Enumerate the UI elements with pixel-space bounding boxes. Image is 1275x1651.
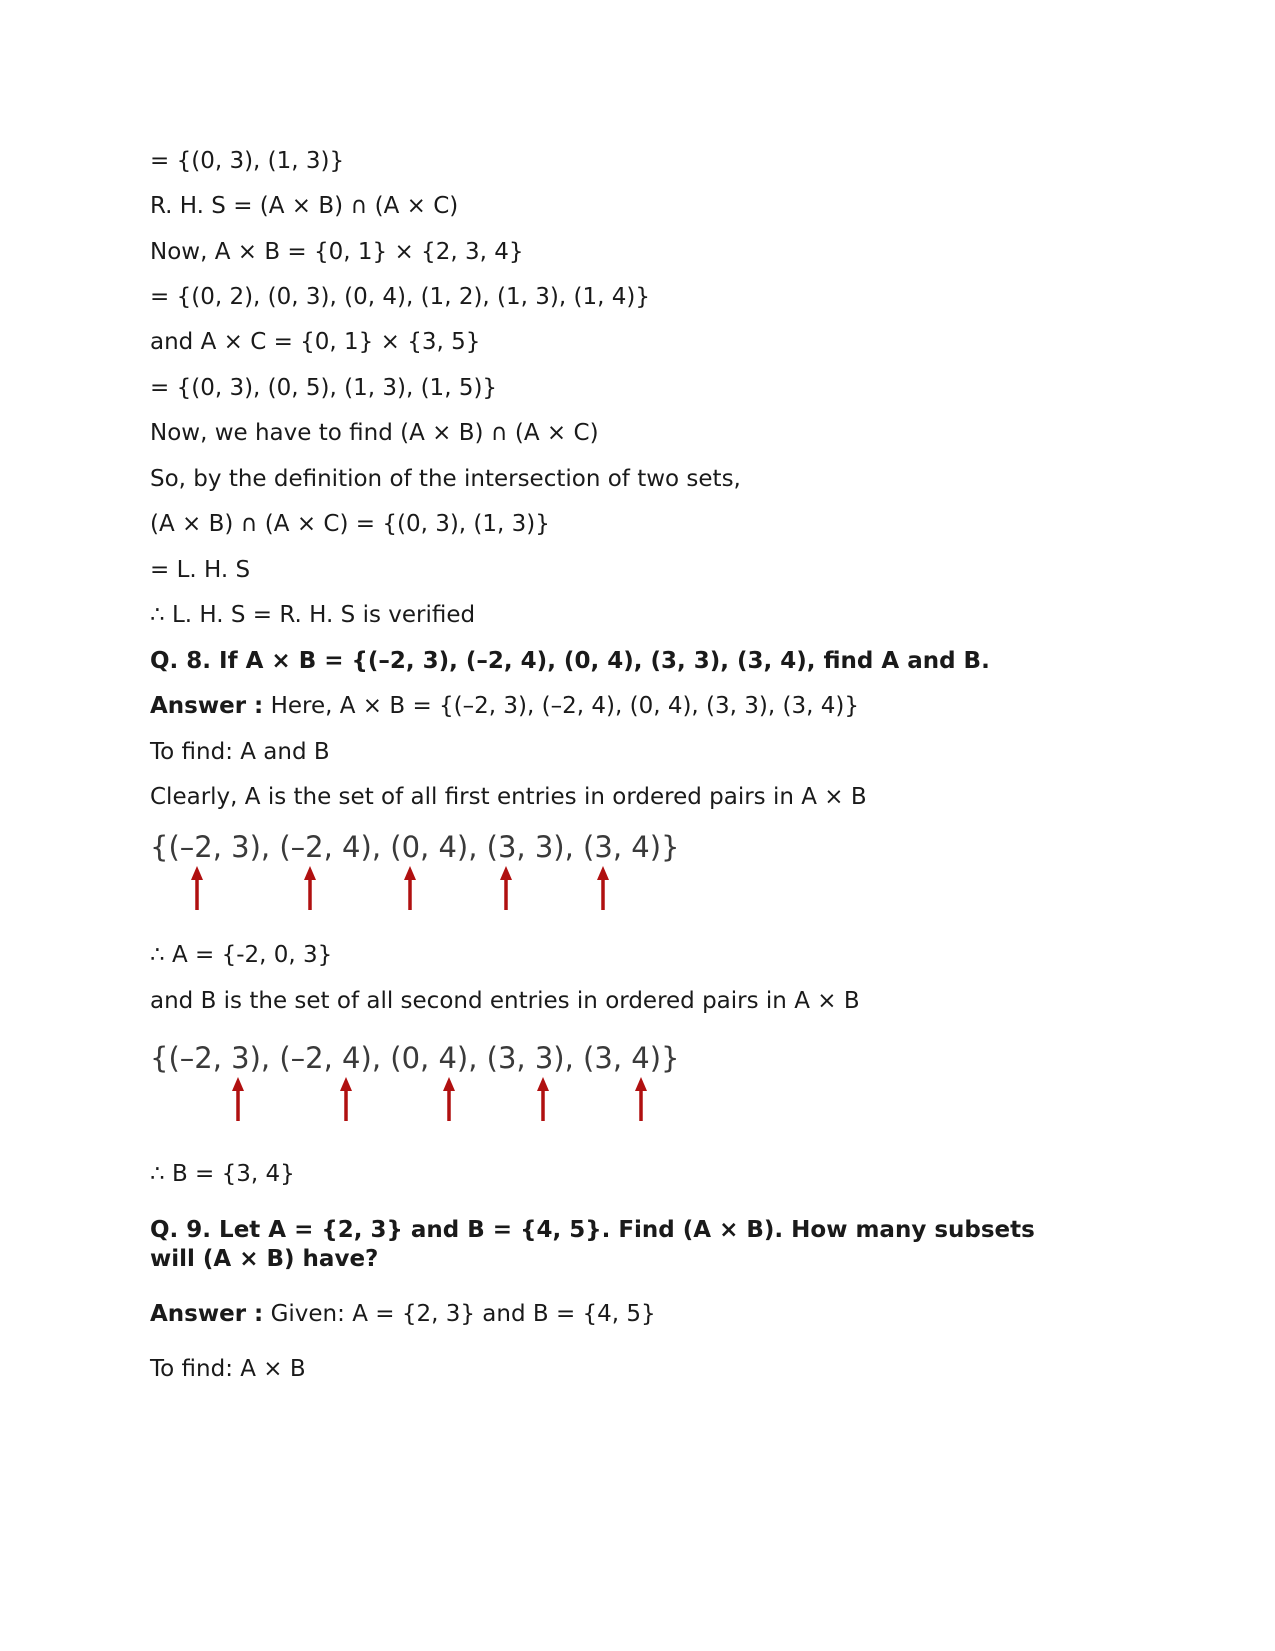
text-line: So, by the definition of the intersection of two sets,	[150, 466, 741, 492]
arrow-icon	[443, 1077, 455, 1121]
pairs-text: {(–2, 3), (–2, 4), (0, 4), (3, 3), (3, 4)}	[150, 830, 680, 864]
text-line: Clearly, A is the set of all first entries in ordered pairs in A × B	[150, 784, 867, 810]
second-entries-svg	[150, 1037, 750, 1137]
text-line: To find: A and B	[150, 739, 330, 765]
question-9: Q. 9. Let A = {2, 3} and B = {4, 5}. Find (A × B). How many subsets will (A × B) have?	[150, 1217, 1035, 1272]
second-entries-figure	[150, 1037, 750, 1137]
first-entries-svg	[150, 826, 750, 926]
answer-8-line	[150, 691, 859, 721]
text-line: R. H. S = (A × B) ∩ (A × C)	[150, 193, 459, 219]
arrow-icon	[304, 866, 316, 910]
question-8: Q. 8. If A × B = {(–2, 3), (–2, 4), (0, 4), (3, 3), (3, 4), find A and B.	[150, 648, 990, 674]
text-line: = L. H. S	[150, 557, 251, 583]
text-line: (A × B) ∩ (A × C) = {(0, 3), (1, 3)}	[150, 511, 550, 537]
result-a: ∴ A = {-2, 0, 3}	[150, 942, 333, 968]
text-line: = {(0, 3), (1, 3)}	[150, 148, 345, 174]
arrow-icon	[537, 1077, 549, 1121]
arrow-icon	[232, 1077, 244, 1121]
text-line: Now, we have to find (A × B) ∩ (A × C)	[150, 420, 599, 446]
arrow-icon	[597, 866, 609, 910]
answer-text: Here, A × B = {(–2, 3), (–2, 4), (0, 4), (3, 3), (3, 4)}	[263, 693, 859, 719]
text-line: To find: A × B	[150, 1356, 306, 1382]
text-line: Now, A × B = {0, 1} × {2, 3, 4}	[150, 239, 524, 265]
arrow-icon	[635, 1077, 647, 1121]
text-line: ∴ L. H. S = R. H. S is verified	[150, 602, 476, 628]
answer-label: Answer :	[150, 693, 264, 719]
arrow-icon	[340, 1077, 352, 1121]
text-line: = {(0, 3), (0, 5), (1, 3), (1, 5)}	[150, 375, 498, 401]
arrow-icon	[500, 866, 512, 910]
answer-text: Given: A = {2, 3} and B = {4, 5}	[263, 1301, 656, 1327]
text-line: and B is the set of all second entries in ordered pairs in A × B	[150, 988, 860, 1014]
arrow-icon	[404, 866, 416, 910]
text-line: and A × C = {0, 1} × {3, 5}	[150, 329, 481, 355]
text-line: = {(0, 2), (0, 3), (0, 4), (1, 2), (1, 3), (1, 4)}	[150, 284, 650, 310]
answer-9-line	[150, 1299, 656, 1329]
answer-label: Answer :	[150, 1301, 264, 1327]
arrow-icon	[191, 866, 203, 910]
result-b: ∴ B = {3, 4}	[150, 1161, 295, 1187]
first-entries-figure	[150, 826, 750, 926]
pairs-text: {(–2, 3), (–2, 4), (0, 4), (3, 3), (3, 4)}	[150, 1041, 680, 1075]
